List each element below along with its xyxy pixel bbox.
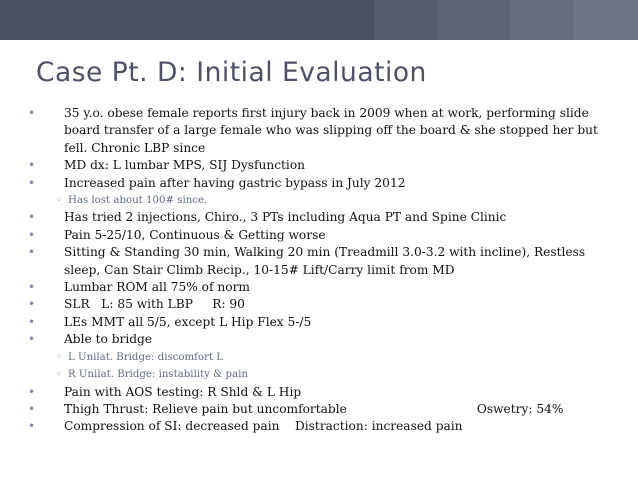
- bullet-item: [28, 314, 608, 331]
- bullet-icon: •: [28, 419, 36, 434]
- header-stripe: [574, 0, 638, 40]
- bullet-text: SLR L: 85 with LBP R: 90: [64, 297, 245, 312]
- bullet-item: [28, 279, 608, 296]
- bullet-item: [28, 418, 608, 435]
- oswestry-score: Oswetry: 54%: [476, 401, 564, 416]
- header-stripe: [438, 0, 510, 40]
- bullet-text: board transfer of a large female who was slipping off the board & she stopped her but: [64, 123, 598, 138]
- bullet-item: [28, 157, 608, 174]
- bullet-text: MD dx: L lumbar MPS, SIJ Dysfunction: [64, 158, 306, 173]
- bullet-text: Increased pain after having gastric bypass in July 2012: [64, 175, 406, 190]
- bullet-icon: •: [28, 106, 36, 120]
- bullet-text: Thigh Thrust: Relieve pain but uncomfortable: [64, 401, 347, 416]
- bullet-item: [28, 175, 608, 192]
- bullet-icon: •: [28, 401, 36, 416]
- bullet-item: [28, 296, 608, 313]
- bullet-continuation: [28, 140, 608, 157]
- bullet-list: [28, 105, 608, 436]
- sub-bullet-text: Has lost about 100# since.: [68, 195, 208, 207]
- bullet-icon: •: [28, 384, 36, 399]
- header-bar: [0, 0, 638, 40]
- bullet-item: [28, 401, 608, 418]
- sub-bullet-item: [28, 192, 608, 209]
- bullet-text: Pain with AOS testing: R Shld & L Hip: [64, 384, 302, 399]
- sub-bullet-icon: ◦: [56, 351, 62, 363]
- bullet-icon: •: [28, 175, 36, 190]
- bullet-icon: •: [28, 314, 36, 329]
- bullet-text: LEs MMT all 5/5, except L Hip Flex 5-/5: [64, 314, 312, 329]
- sub-bullet-item: [28, 366, 608, 383]
- bullet-icon: •: [28, 227, 36, 242]
- bullet-icon: •: [28, 158, 36, 173]
- bullet-item: [28, 244, 608, 261]
- bullet-text: Able to bridge: [64, 332, 153, 347]
- bullet-item: [28, 331, 608, 348]
- bullet-icon: •: [28, 297, 36, 312]
- header-stripe: [510, 0, 574, 40]
- bullet-icon: •: [28, 210, 36, 225]
- bullet-text: Lumbar ROM all 75% of norm: [64, 280, 250, 295]
- bullet-text: Has tried 2 injections, Chiro., 3 PTs including Aqua PT and Spine Clinic: [64, 210, 507, 225]
- bullet-text: 35 y.o. obese female reports first injury back in 2009 when at work, performing slide: [64, 106, 589, 120]
- header-stripe: [374, 0, 438, 40]
- bullet-continuation: [28, 262, 608, 279]
- bullet-item: [28, 384, 608, 401]
- bullet-item: [28, 227, 608, 244]
- sub-bullet-text: R Unilat. Bridge: instability & pain: [68, 369, 248, 381]
- bullet-icon: •: [28, 245, 36, 260]
- bullet-text: fell. Chronic LBP since: [64, 140, 206, 155]
- bullet-text: Sitting & Standing 30 min, Walking 20 min (Treadmill 3.0-3.2 with incline), Restless: [64, 245, 586, 260]
- bullet-text: sleep, Can Stair Climb Recip., 10-15# Lift/Carry limit from MD: [64, 262, 455, 277]
- bullet-icon: •: [28, 332, 36, 347]
- sub-bullet-icon: ◦: [56, 195, 62, 207]
- sub-bullet-text: L Unilat. Bridge: discomfort L: [68, 351, 224, 363]
- bullet-text: Pain 5-25/10, Continuous & Getting worse: [64, 227, 326, 242]
- bullet-continuation: [28, 122, 608, 139]
- sub-bullet-item: [28, 349, 608, 366]
- sub-bullet-icon: ◦: [56, 369, 62, 381]
- bullet-text: Compression of SI: decreased pain Distraction: increased pain: [64, 419, 463, 434]
- bullet-item: [28, 209, 608, 226]
- slide-title: Case Pt. D: Initial Evaluation: [36, 57, 427, 88]
- bullet-icon: •: [28, 280, 36, 295]
- bullet-item: [28, 105, 608, 122]
